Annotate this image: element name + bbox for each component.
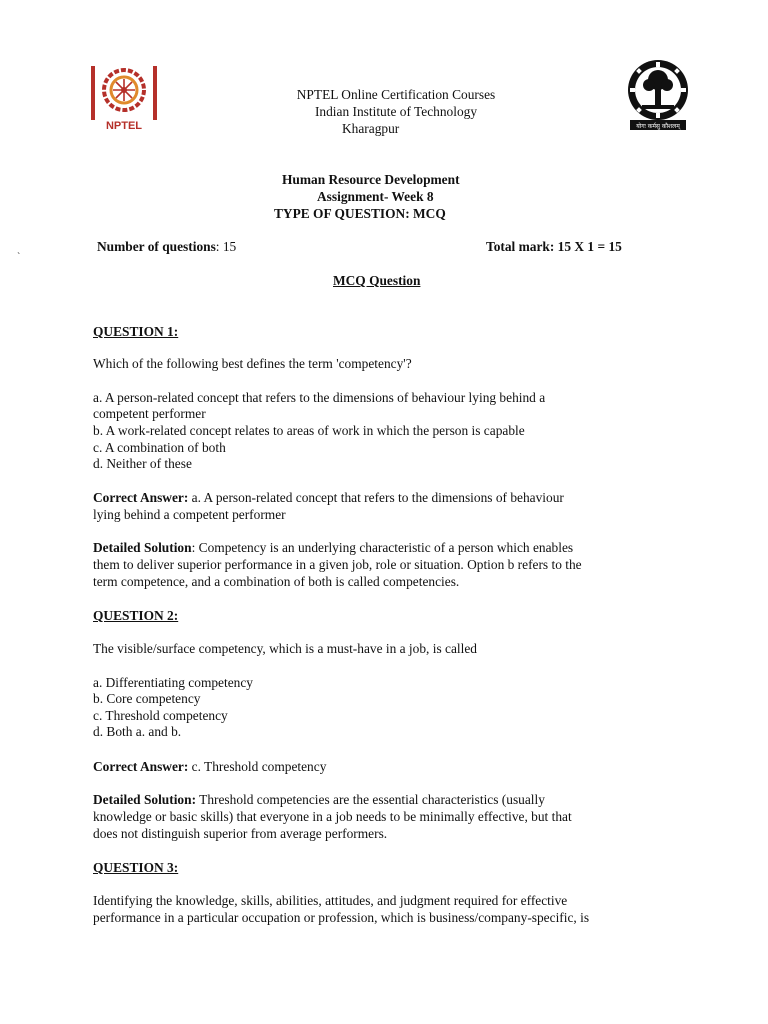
question-1-text: Which of the following best defines the term 'competency'? [93, 356, 412, 371]
question-3-heading: QUESTION 3: [93, 860, 179, 875]
q2-answer-text: c. Threshold competency [188, 759, 327, 774]
q2-answer-line1 [93, 759, 326, 776]
question-1-heading: QUESTION 1: [93, 324, 179, 339]
iit-logo-motto: योगः कर्मसु कौशलम् [636, 123, 680, 130]
q2-solution-text: Threshold competencies are the essential characteristics (usually [196, 792, 545, 807]
q2-solution-line2: knowledge or basic skills) that everyone in a job needs to be minimally effective, but that [93, 809, 572, 824]
q2-solution-label: Detailed Solution: [93, 792, 197, 807]
q2-option-a: a. Differentiating competency [93, 675, 254, 690]
q1-solution-line3: term competence, and a combination of both is called competencies. [93, 574, 460, 589]
total-mark: Total mark: 15 X 1 = 15 [486, 239, 622, 254]
course-title: Human Resource Development [282, 172, 460, 187]
q2-option-c: c. Threshold competency [93, 708, 228, 723]
q1-option-a-line2: competent performer [93, 406, 206, 421]
q1-solution-line1 [93, 540, 573, 557]
q1-answer-line1 [93, 490, 564, 507]
question-2-heading: QUESTION 2: [93, 608, 179, 623]
q1-answer-label: Correct Answer: [93, 490, 189, 505]
question-2-text: The visible/surface competency, which is a must-have in a job, is called [93, 641, 477, 656]
stray-mark: ` [17, 252, 21, 263]
q1-option-a-line1: a. A person-related concept that refers to the dimensions of behaviour lying behind a [93, 390, 546, 405]
q1-option-b: b. A work-related concept relates to areas of work in which the person is capable [93, 423, 525, 438]
q2-option-d: d. Both a. and b. [93, 724, 182, 739]
header-line-2: Indian Institute of Technology [314, 104, 478, 119]
num-questions-value: : 15 [215, 239, 237, 254]
q1-answer-text: a. A person-related concept that refers to the dimensions of behaviour [188, 490, 564, 505]
number-of-questions [97, 239, 236, 256]
num-questions-label: Number of questions [97, 239, 216, 254]
question-type: TYPE OF QUESTION: MCQ [274, 206, 446, 221]
q2-solution-line3: does not distinguish superior from average performers. [93, 826, 388, 841]
section-title: MCQ Question [333, 273, 421, 288]
assignment-title: Assignment- Week 8 [317, 189, 434, 204]
question-3-text-line1: Identifying the knowledge, skills, abilities, attitudes, and judgment required for effective [93, 893, 568, 908]
q2-solution-line1 [93, 792, 545, 809]
q2-option-b: b. Core competency [93, 691, 201, 706]
q1-solution-text: : Competency is an underlying characteristic of a person which enables [191, 540, 574, 555]
q1-answer-line2: lying behind a competent performer [93, 507, 286, 522]
header-line-1: NPTEL Online Certification Courses [296, 87, 496, 102]
q2-answer-label: Correct Answer: [93, 759, 189, 774]
q1-solution-label: Detailed Solution [93, 540, 192, 555]
nptel-logo-text: NPTEL [105, 120, 143, 132]
question-3-text-line2: performance in a particular occupation or profession, which is business/company-specific, is [93, 910, 590, 925]
header-line-3: Kharagpur [342, 121, 400, 136]
q1-option-d: d. Neither of these [93, 456, 192, 471]
q1-option-c: c. A combination of both [93, 440, 226, 455]
q1-solution-line2: them to deliver superior performance in a given job, role or situation. Option b refers to the [93, 557, 582, 572]
